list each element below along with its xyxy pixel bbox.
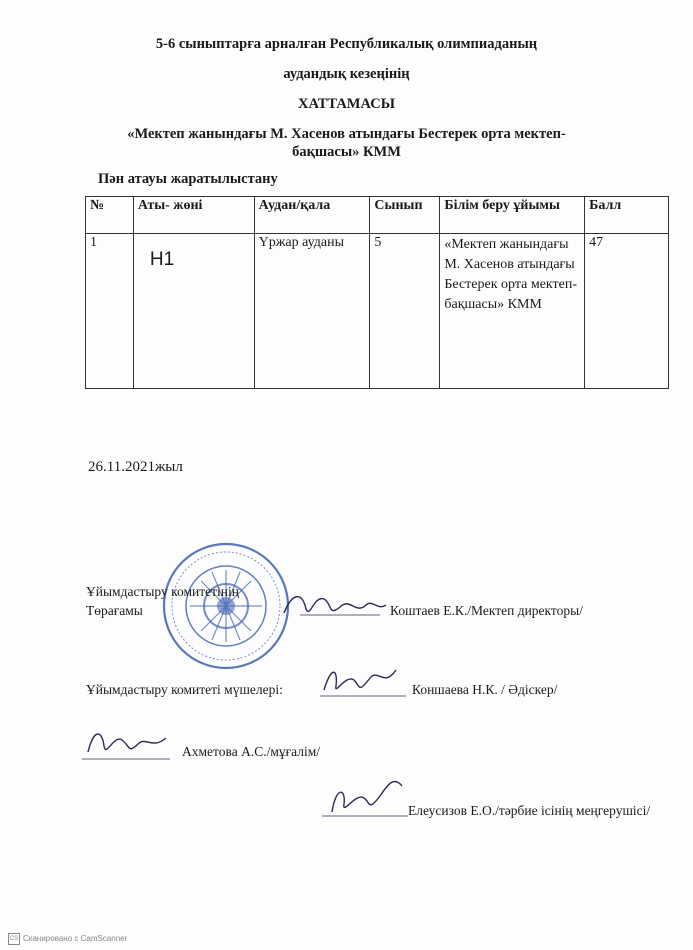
- header-line-2: аудандық кезеңінің: [283, 66, 410, 82]
- col-header-name: Аты- жөні: [133, 197, 254, 234]
- results-table: [85, 196, 669, 389]
- cell-name: [133, 234, 254, 389]
- committee-label-line-1: Ұйымдастыру комитетінің: [86, 584, 239, 599]
- cell-district: Үржар ауданы: [254, 234, 370, 389]
- col-header-grade: Сынып: [370, 197, 440, 234]
- cell-grade: 5: [370, 234, 440, 389]
- member2-name: Ахметова А.С./мұғалім/: [182, 744, 321, 759]
- scanner-text: Сканировано с CamScanner: [23, 934, 128, 944]
- members-label: Ұйымдастыру комитеті мүшелері:: [86, 682, 283, 697]
- school-title-line-2: бақшасы» КММ: [292, 144, 401, 160]
- col-header-school: Білім беру ұйымы: [440, 197, 585, 234]
- col-header-number: №: [86, 197, 134, 234]
- member2-signature-icon: [80, 722, 172, 764]
- date: 26.11.2021жыл: [88, 459, 183, 475]
- subject-name: Пән атауы жаратылыстану: [98, 171, 278, 187]
- protocol-title: ХАТТАМАСЫ: [298, 96, 395, 112]
- member3-name: Елеусизов Е.О./тәрбие ісінің меңгерушісі/: [408, 803, 651, 818]
- committee-label-line-2: Төрағамы: [86, 603, 143, 618]
- chair-signature-icon: [280, 585, 390, 625]
- table-header-row: [86, 197, 669, 234]
- member1-name: Коншаева Н.К. / Әдіскер/: [412, 682, 558, 697]
- table-row: [86, 234, 669, 389]
- col-header-district: Аудан/қала: [254, 197, 370, 234]
- header-line-1: 5-6 сыныптарға арналған Республикалық олимпиаданың: [155, 36, 538, 52]
- member3-signature-icon: [318, 772, 410, 822]
- col-header-score: Балл: [585, 197, 669, 234]
- participant-code: Н1: [149, 249, 175, 270]
- official-stamp-icon: [160, 540, 292, 672]
- member1-signature-icon: [318, 660, 408, 702]
- camscanner-icon: CS: [8, 933, 20, 945]
- school-title-line-1: «Мектеп жанындағы М. Хасенов атындағы Бестерек орта мектеп-: [127, 126, 566, 142]
- cell-number: 1: [86, 234, 134, 389]
- cell-school: «Мектеп жанындағы М. Хасенов атындағы Бестерек орта мектеп- бақшасы» КММ: [440, 234, 585, 389]
- chair-name: Коштаев Е.К./Мектеп директоры/: [390, 603, 583, 618]
- scanner-watermark: [8, 933, 127, 945]
- cell-score: 47: [585, 234, 669, 389]
